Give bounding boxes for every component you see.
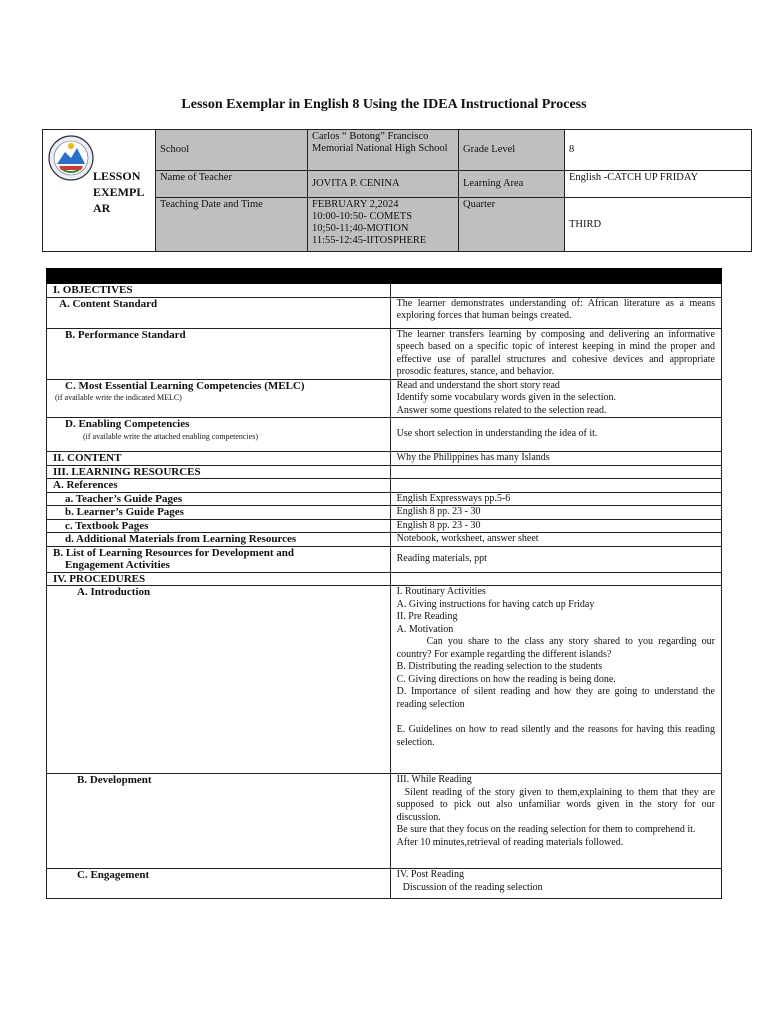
header-table bbox=[42, 129, 752, 252]
development-value: III. While Reading Silent reading of the story given to them,explaining to them that they are supposed to pick out also unfamiliar words given in the story for our discussion. Be sure that they focus on the reading selection for them to comprehend it. After 10 minutes,retrieval of reading materials followed. bbox=[390, 774, 721, 869]
enabling-value: Use short selection in understanding the idea of it. bbox=[390, 418, 721, 452]
melc-note: (if available write the indicated MELC) bbox=[55, 393, 182, 402]
content-heading: II. CONTENT bbox=[47, 452, 391, 466]
enabling-note: (if available write the attached enabling competencies) bbox=[83, 431, 259, 441]
school-value: Carlos “ Botong” Francisco Memorial National High School bbox=[308, 130, 459, 171]
quarter-label: Quarter bbox=[459, 198, 565, 252]
date-value: FEBRUARY 2,2024 10:00-10:50- COMETS 10;50-11;40-MOTION 11:55-12:45-IITOSPHERE bbox=[308, 198, 459, 252]
textbook-value: English 8 pp. 23 - 30 bbox=[390, 519, 721, 533]
engagement-label: C. Engagement bbox=[47, 869, 391, 899]
content-standard-label: A. Content Standard bbox=[47, 297, 391, 328]
learners-guide-value: English 8 pp. 23 - 30 bbox=[390, 506, 721, 520]
teacher-value: JOVITA P. CENINA bbox=[308, 171, 459, 198]
content-standard-value: The learner demonstrates understanding of: African literature as a means exploring forces that human beings created. bbox=[390, 297, 721, 328]
learning-area-label: Learning Area bbox=[459, 171, 565, 198]
resources-list-value: Reading materials, ppt bbox=[390, 546, 721, 572]
introduction-value: I. Routinary Activities A. Giving instructions for having catch up Friday II. Pre Reading A. Motivation Can you share to the class any story shared to you regarding our country? For example regarding the different islands? B. Distributing the reading selection to the students C. Giving directions on how the reading is being done. D. Importance of silent reading and how they are going to understand the reading selection E. Guidelines on how to read silently and the reasons for having this reading selection. bbox=[390, 586, 721, 774]
melc-value: Read and understand the short story read Identify some vocabulary words given in the selection. Answer some questions related to the selection read. bbox=[390, 379, 721, 418]
procedures-heading: IV. PROCEDURES bbox=[47, 572, 391, 586]
development-label: B. Development bbox=[47, 774, 391, 869]
teachers-guide-label: a. Teacher’s Guide Pages bbox=[47, 492, 391, 506]
engagement-value: IV. Post Reading Discussion of the reading selection bbox=[390, 869, 721, 899]
content-value: Why the Philippines has many Islands bbox=[390, 452, 721, 466]
teachers-guide-value: English Expressways pp.5-6 bbox=[390, 492, 721, 506]
logo-cell bbox=[43, 130, 156, 252]
performance-standard-label: B. Performance Standard bbox=[47, 328, 391, 379]
melc-label: C. Most Essential Learning Competencies (MELC) (if available write the indicated MELC) bbox=[47, 379, 391, 418]
school-label: School bbox=[156, 130, 308, 171]
grade-level-value: 8 bbox=[565, 130, 752, 171]
introduction-label: A. Introduction bbox=[47, 586, 391, 774]
performance-standard-value: The learner transfers learning by composing and delivering an informative speech based on a specific topic of interest keeping in mind the proper and effective use of parallel structures and cohesive devices and appropriate prosodic features, stance, and behavior. bbox=[390, 328, 721, 379]
additional-materials-value: Notebook, worksheet, answer sheet bbox=[390, 533, 721, 547]
learning-resources-heading: III. LEARNING RESOURCES bbox=[47, 465, 391, 479]
teacher-label: Name of Teacher bbox=[156, 171, 308, 198]
grade-level-label: Grade Level bbox=[459, 130, 565, 171]
enabling-label: D. Enabling Competencies (if available write the attached enabling competencies) bbox=[47, 418, 391, 452]
date-label: Teaching Date and Time bbox=[156, 198, 308, 252]
learning-area-value: English -CATCH UP FRIDAY bbox=[565, 171, 752, 198]
additional-materials-label: d. Additional Materials from Learning Resources bbox=[47, 533, 391, 547]
school-seal-icon bbox=[47, 134, 95, 182]
quarter-value: THIRD bbox=[565, 198, 752, 252]
textbook-label: c. Textbook Pages bbox=[47, 519, 391, 533]
resources-list-label: B. List of Learning Resources for Development and Engagement Activities bbox=[47, 546, 391, 572]
references-heading: A. References bbox=[47, 479, 391, 493]
lesson-plan-table bbox=[46, 268, 722, 899]
lesson-exemplar-label: LESSON EXEMPL AR bbox=[93, 169, 145, 215]
objectives-heading: I. OBJECTIVES bbox=[47, 284, 391, 298]
learners-guide-label: b. Learner’s Guide Pages bbox=[47, 506, 391, 520]
document-title: Lesson Exemplar in English 8 Using the IDEA Instructional Process bbox=[181, 97, 587, 112]
